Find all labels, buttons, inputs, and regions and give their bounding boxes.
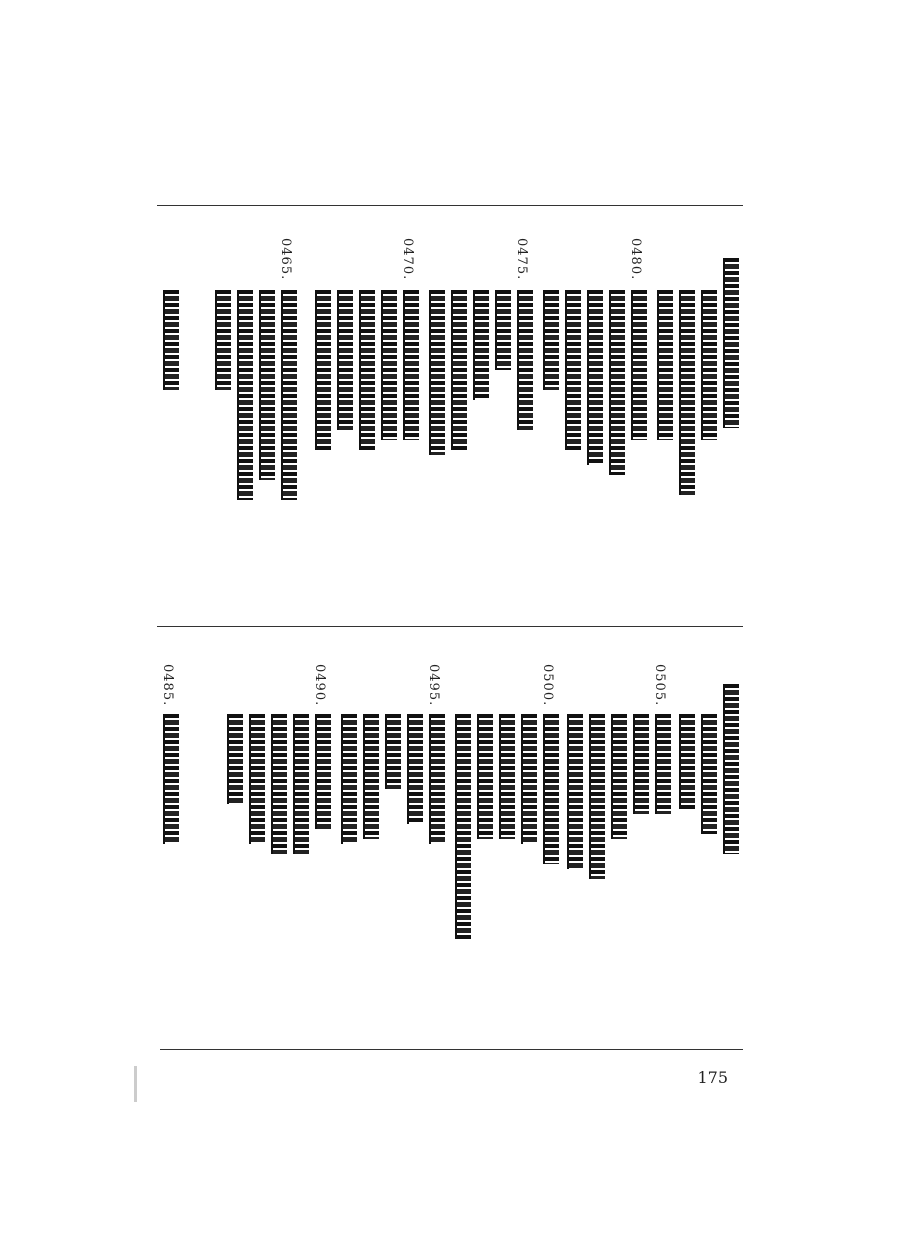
verse-number: 0485.: [160, 664, 175, 707]
top-text-panel: [160, 238, 740, 618]
middle-rule: [157, 626, 743, 627]
verse-number: 0480.: [628, 238, 643, 281]
verse-number: 0470.: [400, 238, 415, 281]
bottom-rule: [160, 1049, 743, 1050]
verse-number: 0490.: [312, 664, 327, 707]
verse-number: 0465.: [278, 238, 293, 281]
top-rule: [157, 205, 743, 206]
verse-number: 0495.: [426, 664, 441, 707]
page-number: 175: [697, 1068, 728, 1087]
verse-number: 0505.: [652, 664, 667, 707]
scan-edge-mark: [134, 1066, 137, 1102]
verse-number: 0475.: [514, 238, 529, 281]
verse-number: 0500.: [540, 664, 555, 707]
bottom-text-panel: [160, 664, 740, 1044]
